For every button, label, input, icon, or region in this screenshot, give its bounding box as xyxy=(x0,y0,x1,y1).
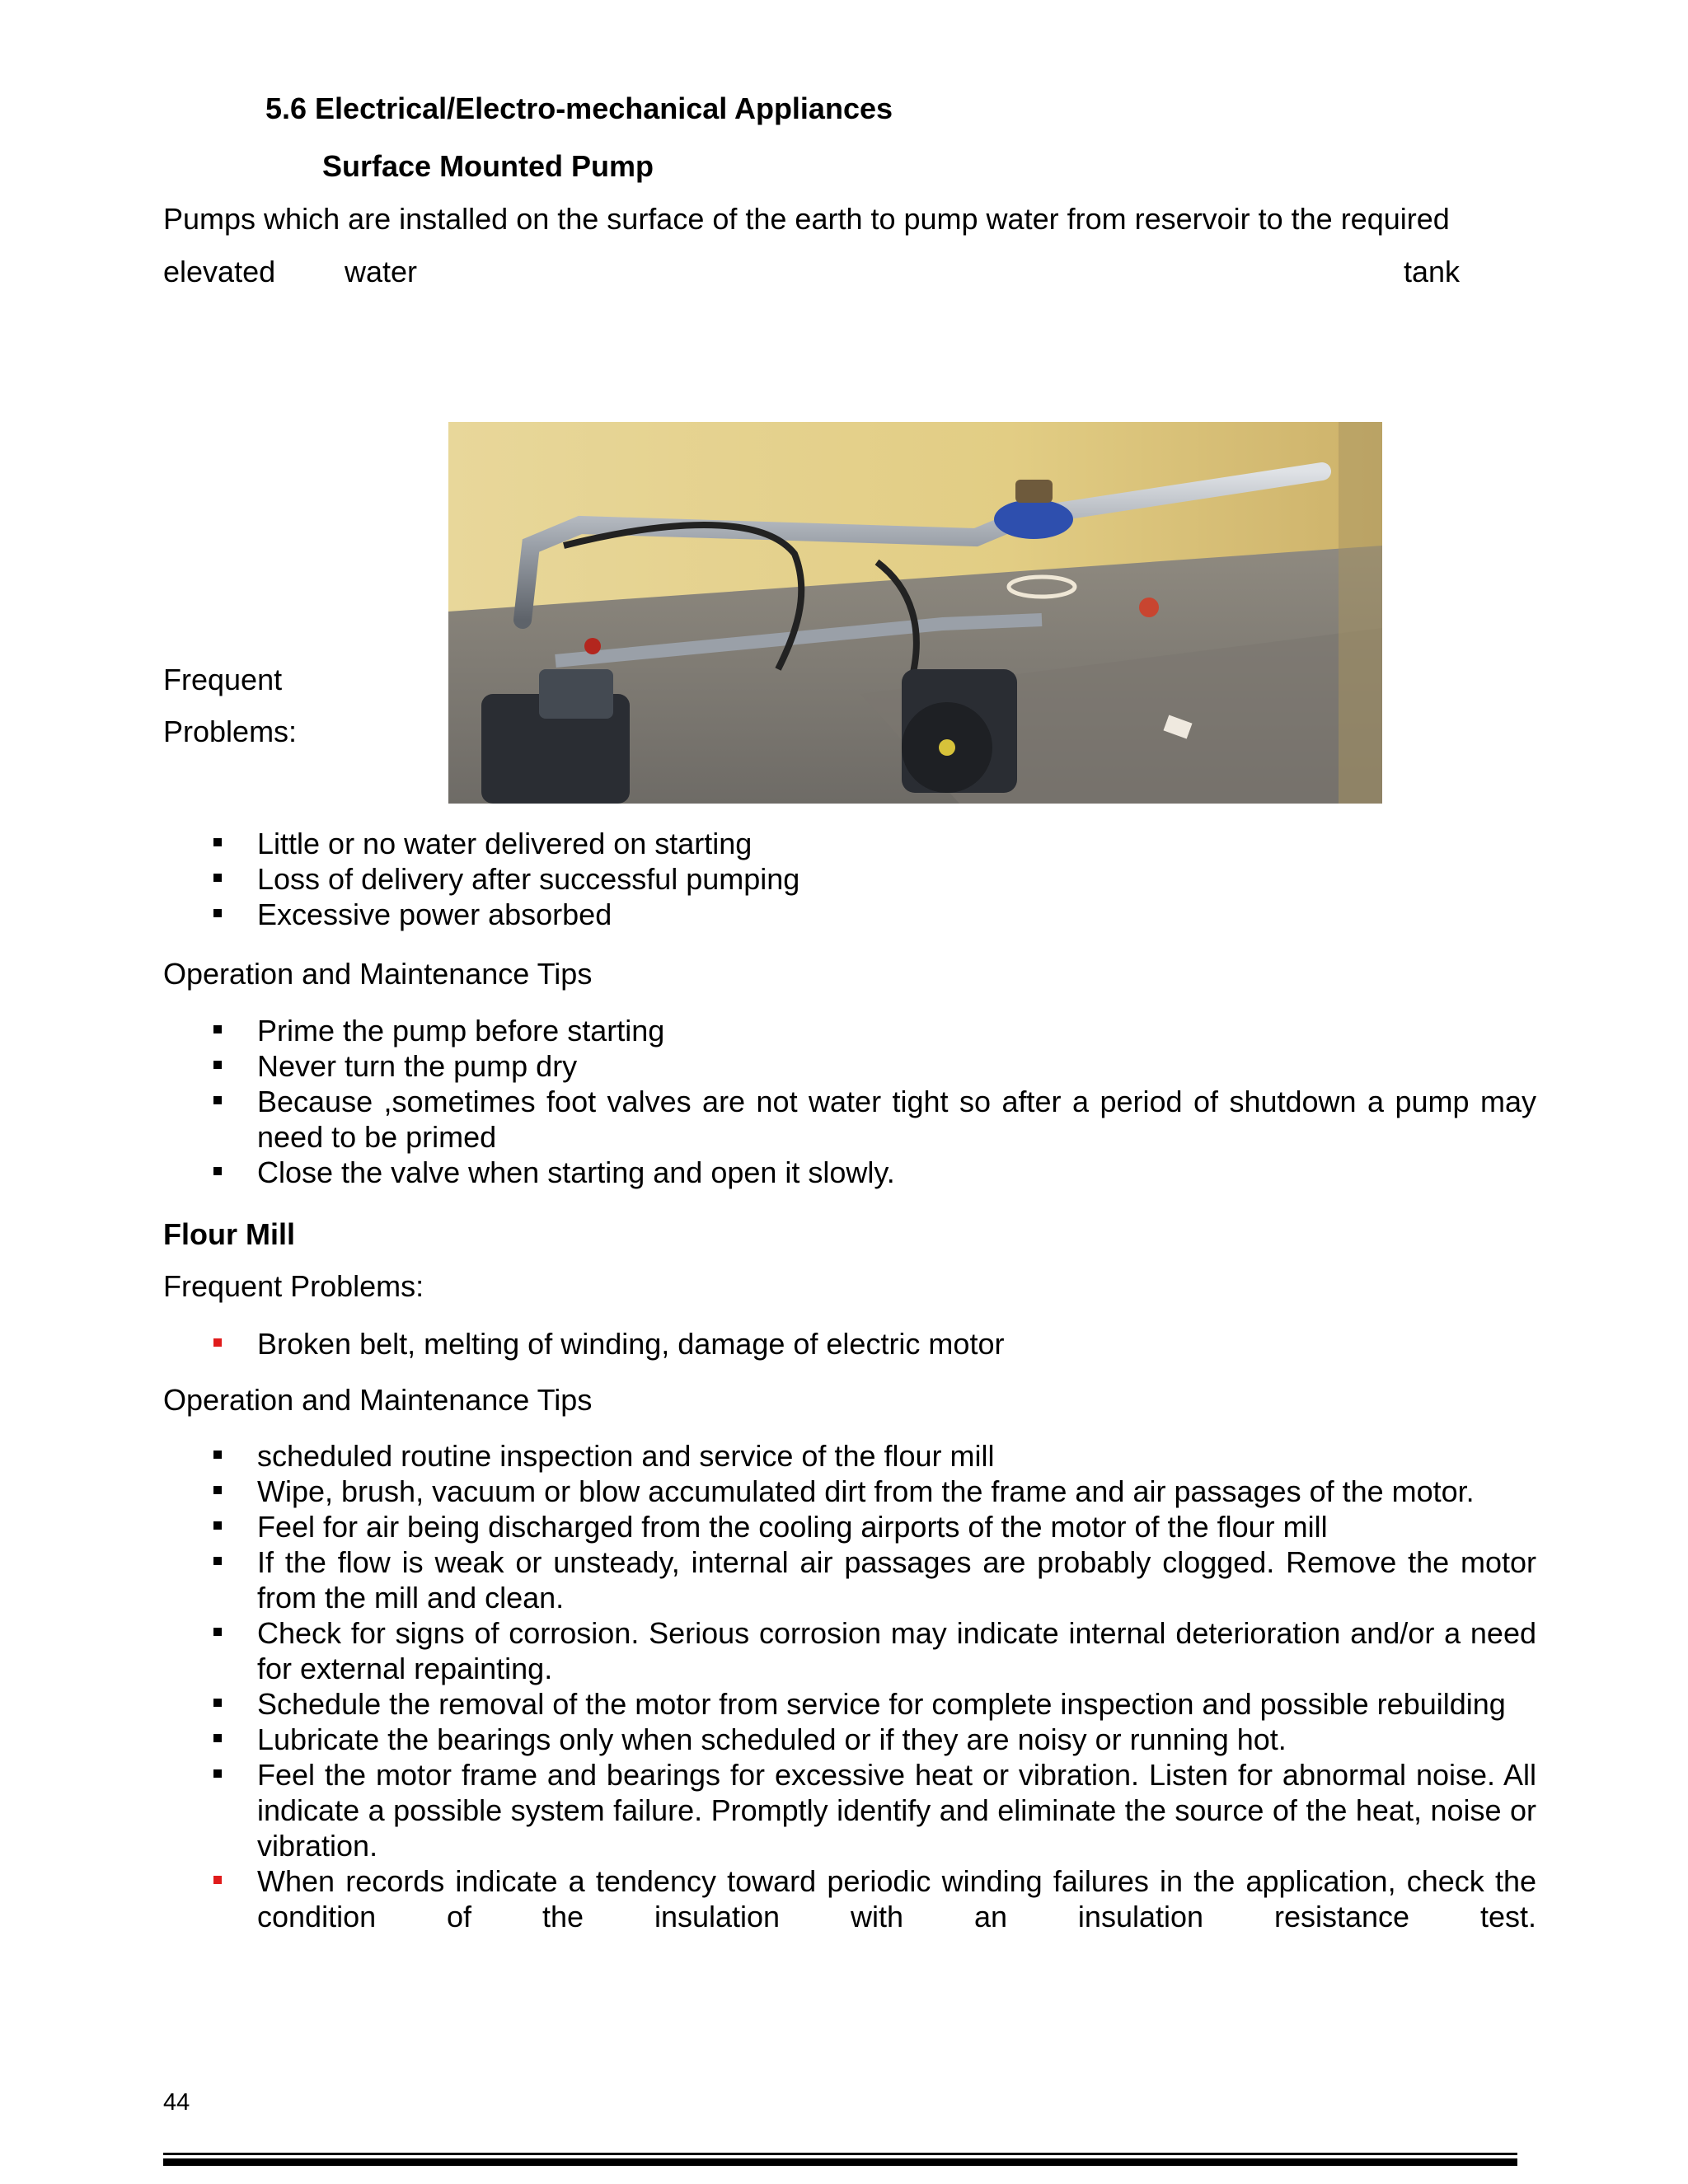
list-item: Prime the pump before starting xyxy=(0,1013,1536,1048)
flour-mill-problems-list xyxy=(0,1326,1688,1361)
pump-intro-word-water: water xyxy=(345,255,418,288)
square-bullet-icon xyxy=(213,1167,222,1175)
red-square-bullet-icon xyxy=(213,1876,222,1884)
pump-problems-label-line2: Problems: xyxy=(163,715,298,748)
list-item: scheduled routine inspection and service of the flour mill xyxy=(0,1438,1536,1474)
list-item: Feel for air being discharged from the cooling airports of the motor of the flour mill xyxy=(0,1509,1536,1544)
list-item: Loss of delivery after successful pumping xyxy=(0,861,1536,897)
list-item: Excessive power absorbed xyxy=(0,897,1536,932)
pump-problems-label-line1: Frequent xyxy=(163,663,283,696)
flour-mill-problems-heading: Frequent Problems: xyxy=(163,1269,424,1303)
list-item: When records indicate a tendency toward periodic winding failures in the application, check the condition of the insulation with an insulation resistance test. xyxy=(0,1863,1536,1934)
square-bullet-icon xyxy=(213,838,222,846)
list-item: Broken belt, melting of winding, damage of electric motor xyxy=(0,1326,1536,1361)
list-item: Feel the motor frame and bearings for excessive heat or vibration. Listen for abnormal noise. All indicate a possible system failure. Promptly identify and eliminate the source of the heat, noise or vibration. xyxy=(0,1757,1536,1863)
pump-problems-list xyxy=(0,826,1688,932)
square-bullet-icon xyxy=(213,1734,222,1742)
red-square-bullet-icon xyxy=(213,1338,222,1347)
surface-pump-photo xyxy=(448,422,1382,804)
pump-intro-line1: Pumps which are installed on the surface of the earth to pump water from reservoir to the required xyxy=(163,202,1450,236)
footer-rule-thick xyxy=(163,2158,1517,2166)
list-item: Little or no water delivered on starting xyxy=(0,826,1536,861)
list-item: Schedule the removal of the motor from service for complete inspection and possible rebuilding xyxy=(0,1686,1536,1722)
square-bullet-icon xyxy=(213,1451,222,1459)
square-bullet-icon xyxy=(213,1769,222,1778)
square-bullet-icon xyxy=(213,1025,222,1033)
list-item: Close the valve when starting and open it slowly. xyxy=(0,1155,1536,1190)
pump-intro-word-elevated: elevated xyxy=(163,255,276,288)
section-heading: 5.6 Electrical/Electro-mechanical Appliances xyxy=(265,91,893,125)
square-bullet-icon xyxy=(213,874,222,882)
list-item: Wipe, brush, vacuum or blow accumulated dirt from the frame and air passages of the motor. xyxy=(0,1474,1536,1509)
flour-mill-tips-heading: Operation and Maintenance Tips xyxy=(163,1383,593,1417)
pump-tips-list xyxy=(0,1013,1688,1190)
list-item: If the flow is weak or unsteady, internal air passages are probably clogged. Remove the motor from the mill and clean. xyxy=(0,1544,1536,1615)
pump-tips-heading: Operation and Maintenance Tips xyxy=(163,957,593,991)
square-bullet-icon xyxy=(213,1096,222,1104)
square-bullet-icon xyxy=(213,1699,222,1707)
square-bullet-icon xyxy=(213,909,222,917)
square-bullet-icon xyxy=(213,1628,222,1636)
list-item: Never turn the pump dry xyxy=(0,1048,1536,1084)
list-item: Check for signs of corrosion. Serious corrosion may indicate internal deterioration and/or a need for external repainting. xyxy=(0,1615,1536,1686)
pump-intro-word-tank: tank xyxy=(1404,255,1461,288)
flour-mill-title: Flour Mill xyxy=(163,1217,295,1251)
square-bullet-icon xyxy=(213,1486,222,1494)
pump-title: Surface Mounted Pump xyxy=(322,149,654,183)
footer-rule-thin xyxy=(163,2153,1517,2155)
list-item: Because ,sometimes foot valves are not water tight so after a period of shutdown a pump may need to be primed xyxy=(0,1084,1536,1155)
list-item: Lubricate the bearings only when scheduled or if they are noisy or running hot. xyxy=(0,1722,1536,1757)
flour-mill-tips-list xyxy=(0,1438,1688,1934)
square-bullet-icon xyxy=(213,1061,222,1069)
page-number: 44 xyxy=(163,2089,190,2116)
square-bullet-icon xyxy=(213,1521,222,1530)
square-bullet-icon xyxy=(213,1557,222,1565)
